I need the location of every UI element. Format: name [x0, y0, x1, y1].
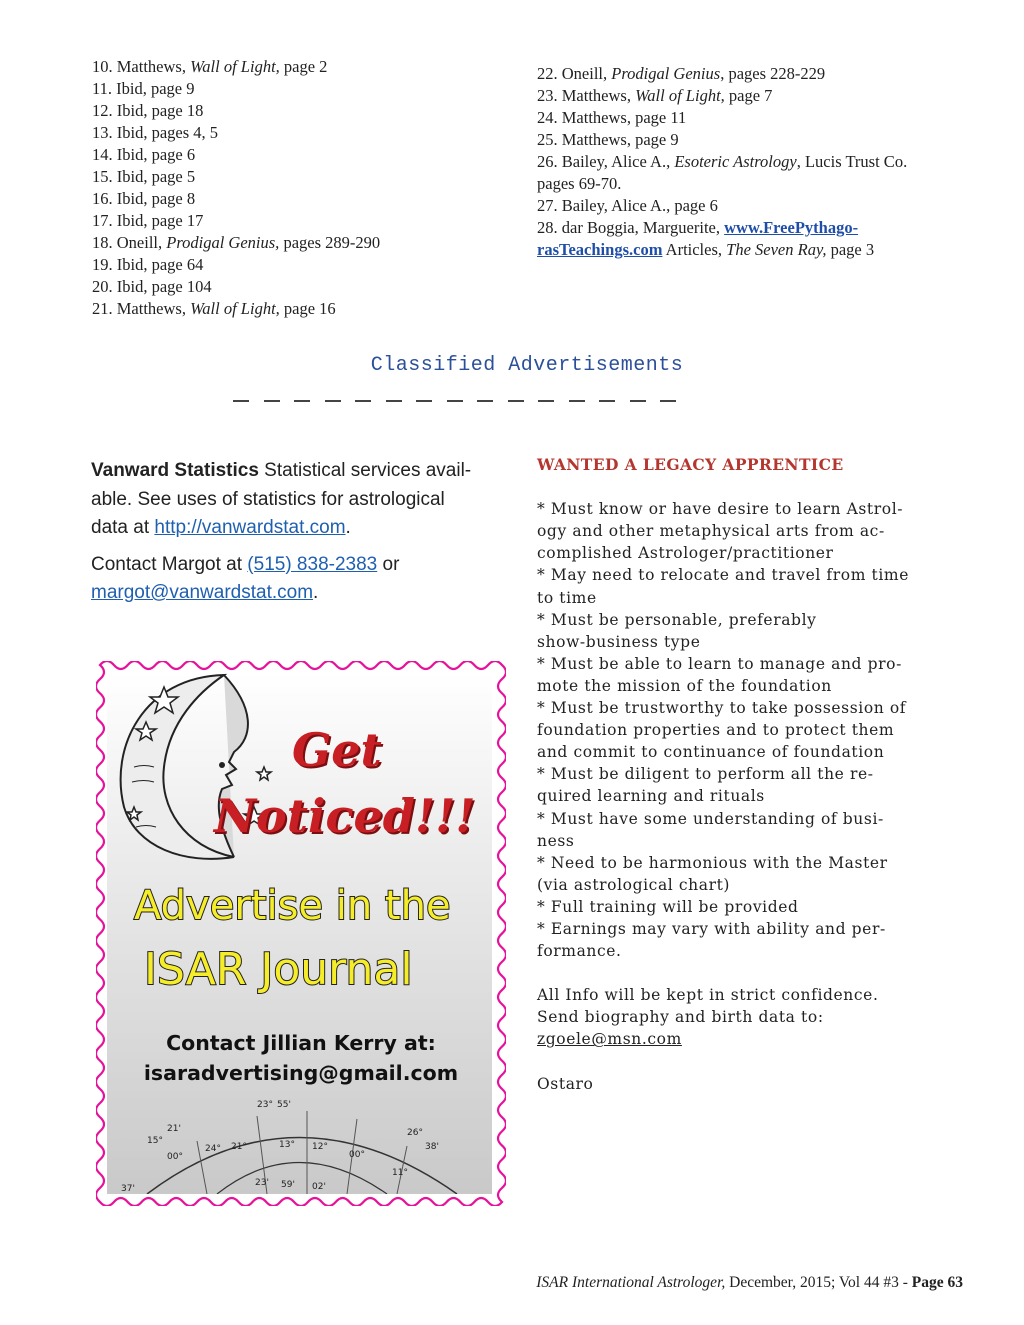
endnote-text: 20. Ibid, page 104: [92, 277, 212, 296]
vanward-url-link[interactable]: http://vanwardstat.com: [154, 517, 346, 538]
blank-line: [537, 962, 977, 984]
endnote-title: Prodigal Genius: [611, 64, 721, 83]
endnote-text: 19. Ibid, page 64: [92, 255, 204, 274]
endnote-text: page 7: [724, 86, 773, 105]
chart-degree-label: 23°: [257, 1100, 273, 1110]
wanted-heading: WANTED A LEGACY APPRENTICE: [537, 455, 844, 474]
endnote: [537, 173, 907, 195]
wanted-requirement-line: ness: [537, 831, 575, 850]
endnote-text: 28. dar Boggia, Marguerite,: [537, 218, 725, 237]
endnote-text: 12. Ibid, page 18: [92, 101, 204, 120]
endnote: [92, 276, 380, 298]
dash: [508, 400, 524, 402]
vanward-name: Vanward Statistics: [91, 460, 259, 481]
wanted-requirement-line: ogy and other metaphysical arts from ac-: [537, 522, 885, 541]
chart-degree-label: 02': [312, 1182, 326, 1192]
wanted-requirement-line: * Earnings may vary with ability and per-: [537, 919, 886, 938]
dash: [294, 400, 310, 402]
vanward-text: able. See uses of statistics for astrological: [91, 488, 445, 510]
endnote-title: Wall of Light,: [190, 57, 280, 76]
wanted-confidence: All Info will be kept in strict confidence.: [537, 986, 879, 1005]
endnote: [537, 107, 907, 129]
wanted-requirement-line: quired learning and rituals: [537, 787, 765, 806]
endnote-28-cont: [537, 239, 907, 261]
wanted-requirement-line: show-business type: [537, 632, 701, 651]
chart-degree-label: 15°: [147, 1136, 163, 1146]
wanted-requirement-line: * Must know or have desire to learn Astrol-: [537, 500, 904, 519]
ad-advertise-line: Advertise in the: [134, 883, 451, 929]
dash: [355, 400, 371, 402]
endnote: [537, 85, 907, 107]
endnote: [537, 129, 907, 151]
vanward-email-link[interactable]: margot@vanwardstat.com: [91, 582, 314, 603]
endnote-text: page 2: [279, 57, 328, 76]
endnote-28: [537, 217, 907, 239]
ad-get: Get: [292, 723, 382, 777]
dash: [630, 400, 646, 402]
wanted-requirement-line: foundation properties and to protect them: [537, 721, 895, 740]
dash: [660, 400, 676, 402]
endnote: [92, 232, 380, 254]
endnote: [92, 100, 380, 122]
wanted-send: Send biography and birth data to:: [537, 1008, 824, 1027]
vanward-text: Statistical services avail-: [258, 460, 472, 481]
vanward-description: [91, 457, 511, 543]
wanted-requirement-line: * Must have some understanding of busi-: [537, 809, 884, 828]
page-footer: [536, 1274, 963, 1292]
dash: [325, 400, 341, 402]
endnote-text: 15. Ibid, page 5: [92, 167, 196, 186]
wanted-requirement-line: to time: [537, 588, 597, 607]
section-title: Classified Advertisements: [370, 354, 684, 377]
endnote-text: page 16: [279, 299, 336, 318]
endnote: [92, 144, 380, 166]
endnote: [92, 166, 380, 188]
dash: [264, 400, 280, 402]
wanted-requirement-line: complished Astrologer/practitioner: [537, 544, 834, 563]
dash: [538, 400, 554, 402]
wanted-email-link[interactable]: zgoele@msn.com: [537, 1030, 682, 1049]
wanted-requirement-line: * May need to relocate and travel from time: [537, 566, 909, 585]
chart-degree-label: 37': [121, 1184, 135, 1194]
endnote-title: The Seven Ray,: [726, 240, 827, 259]
endnote: [92, 56, 380, 78]
vanward-text: data at: [91, 517, 155, 538]
endnote-text: 11. Ibid, page 9: [92, 79, 195, 98]
endnote-text: , Lucis Trust Co.: [796, 152, 908, 171]
blank-line: [537, 476, 977, 498]
endnote: [92, 188, 380, 210]
endnotes-right: [537, 63, 907, 261]
wanted-requirement-line: and commit to continuance of foundation: [537, 743, 885, 762]
chart-degree-label: 21': [167, 1124, 181, 1134]
ad-email[interactable]: isaradvertising@gmail.com: [143, 1061, 459, 1085]
endnote-text: 18. Oneill,: [92, 233, 167, 252]
ad-noticed: Noticed!!!: [214, 789, 476, 843]
endnote-text: 16. Ibid, page 8: [92, 189, 196, 208]
ad-journal-line: ISAR Journal: [144, 944, 413, 995]
chart-degree-label: 24°: [205, 1144, 221, 1154]
endnote-text: Articles,: [662, 240, 727, 259]
chart-degree-label: 38': [425, 1142, 439, 1152]
dashed-divider: [233, 400, 676, 402]
endnote: [92, 78, 380, 100]
endnote-title: Wall of Light,: [635, 86, 725, 105]
chart-degree-label: 23': [255, 1178, 269, 1188]
footer-publication: ISAR International Astrologer,: [536, 1274, 726, 1291]
wanted-requirement-line: * Need to be harmonious with the Master: [537, 853, 888, 872]
vanward-phone-link[interactable]: (515) 838-2383: [247, 553, 378, 575]
dash: [569, 400, 585, 402]
endnote-text: 23. Matthews,: [537, 86, 636, 105]
endnote-text: pages 69-70.: [537, 174, 622, 193]
endnote-text: 10. Matthews,: [92, 57, 191, 76]
wanted-requirement-line: * Must be personable, preferably: [537, 610, 817, 629]
chart-degree-label: 00°: [167, 1152, 183, 1162]
endnote-text: pages 289-290: [279, 233, 381, 252]
endnote-text: 26. Bailey, Alice A.,: [537, 152, 675, 171]
wanted-requirement-line: * Must be diligent to perform all the re-: [537, 765, 874, 784]
endnote: [537, 195, 907, 217]
dash: [233, 400, 249, 402]
endnote-text: , pages 228-229: [720, 64, 826, 83]
endnote-title: Esoteric Astrology: [674, 152, 797, 171]
chart-degree-label: 11°: [392, 1168, 408, 1178]
chart-degree-label: 26°: [407, 1128, 423, 1138]
wanted-requirement-line: * Full training will be provided: [537, 897, 799, 916]
endnote-text: 24. Matthews, page 11: [537, 108, 687, 127]
footer-issue: December, 2015; Vol 44 #3 -: [725, 1274, 912, 1291]
endnote: [537, 151, 907, 173]
pythagoras-link[interactable]: www.FreePythago-: [724, 218, 859, 237]
vanward-text: .: [345, 517, 351, 538]
chart-degree-label: 12°: [312, 1142, 328, 1152]
chart-degree-label: 21°: [231, 1142, 247, 1152]
chart-degree-label: 00°: [349, 1150, 365, 1160]
wanted-requirement-line: (via astrological chart): [537, 875, 731, 894]
endnote: [92, 254, 380, 276]
wanted-apprentice-classified: [537, 454, 977, 1095]
chart-degree-label: 55': [277, 1100, 291, 1110]
endnote-text: 27. Bailey, Alice A., page 6: [537, 196, 718, 215]
endnotes-left: [92, 56, 380, 320]
dash: [599, 400, 615, 402]
wanted-requirement-line: * Must be trustworthy to take possession of: [537, 699, 907, 718]
wanted-signature: Ostaro: [537, 1074, 594, 1093]
footer-page-number: Page 63: [911, 1274, 963, 1291]
endnote-text: 14. Ibid, page 6: [92, 145, 196, 164]
astrology-chart-wheel-icon: [107, 1091, 492, 1194]
endnote-text: 21. Matthews,: [92, 299, 191, 318]
wanted-requirement-line: * Must be able to learn to manage and pro-: [537, 654, 902, 673]
blank-line: [537, 1051, 977, 1073]
endnote: [92, 122, 380, 144]
dash: [386, 400, 402, 402]
vanward-classified: [91, 457, 511, 608]
endnote-text: 13. Ibid, pages 4, 5: [92, 123, 219, 142]
advertise-banner: [96, 661, 506, 1206]
chart-degree-label: 59': [281, 1180, 295, 1190]
vanward-text: or: [377, 553, 400, 575]
dash: [477, 400, 493, 402]
pythagoras-link-cont[interactable]: rasTeachings.com: [537, 240, 663, 259]
endnote-text: 17. Ibid, page 17: [92, 211, 204, 230]
vanward-text: Contact Margot at: [91, 553, 248, 575]
dash: [416, 400, 432, 402]
dash: [447, 400, 463, 402]
endnote-text: 22. Oneill,: [537, 64, 612, 83]
endnote-title: Prodigal Genius,: [166, 233, 280, 252]
ad-contact: Contact Jillian Kerry at:: [166, 1031, 436, 1055]
chart-degree-label: 13°: [279, 1140, 295, 1150]
wanted-requirement-line: formance.: [537, 942, 622, 961]
endnote: [537, 63, 907, 85]
wanted-requirements: [537, 498, 977, 962]
endnote-title: Wall of Light,: [190, 299, 280, 318]
endnote-text: page 3: [826, 240, 875, 259]
endnote: [92, 210, 380, 232]
vanward-contact: [91, 551, 511, 608]
endnote-text: 25. Matthews, page 9: [537, 130, 679, 149]
wanted-requirement-line: mote the mission of the foundation: [537, 676, 832, 695]
endnote: [92, 298, 380, 320]
vanward-text: .: [313, 582, 319, 603]
